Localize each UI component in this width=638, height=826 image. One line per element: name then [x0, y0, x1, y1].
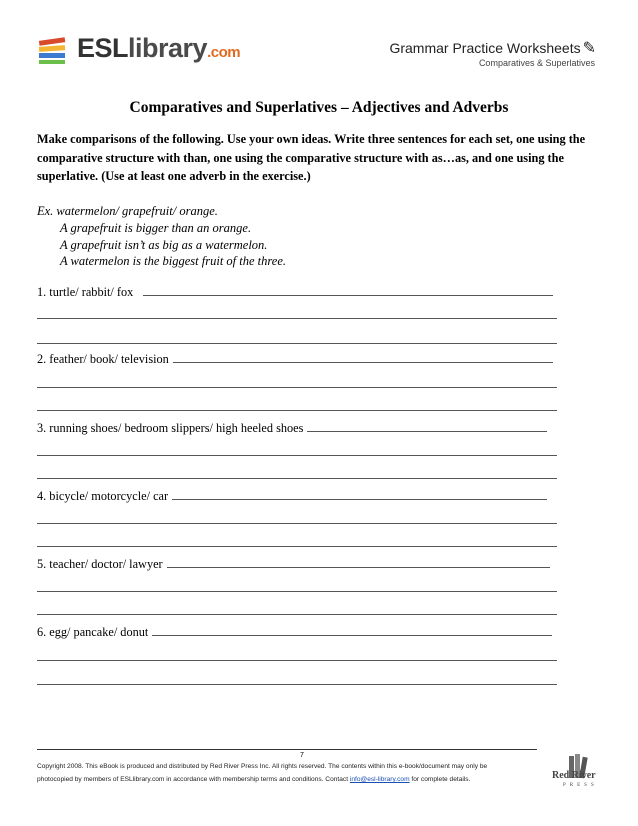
exercise-item-5 — [37, 556, 567, 572]
answer-line[interactable] — [172, 488, 547, 500]
worksheet-title: Comparatives and Superlatives – Adjectives and Adverbs — [129, 99, 509, 116]
exercise-item-3 — [37, 420, 567, 436]
publisher-name: Red River — [552, 770, 596, 781]
logo-library: library — [128, 33, 208, 63]
answer-line[interactable] — [152, 624, 552, 636]
publisher-press: PRESS — [563, 783, 598, 788]
header-title-text: Grammar Practice Worksheets — [389, 40, 581, 56]
copyright-line-1: Copyright 2008. This eBook is produced and distributed by Red River Press Inc. All rights reserved. The contents within this e-book/document may only be — [37, 763, 488, 770]
instructions: Make comparisons of the following. Use your own ideas. Write three sentences for each set, one using the comparative structure with than, one using the comparative structure with as…as, and one using the superlative. (Use at least one adverb in the exercise.) — [37, 132, 586, 183]
answer-line[interactable] — [37, 410, 557, 411]
book-stack-icon — [37, 35, 69, 67]
item-prompt: 5. teacher/ doctor/ lawyer — [37, 557, 163, 571]
example-line: A watermelon is the biggest fruit of the three. — [60, 254, 287, 269]
copyright-line-2b: for complete details. — [409, 776, 471, 783]
example-label: Ex. watermelon/ grapefruit/ orange. — [37, 204, 218, 218]
answer-line[interactable] — [37, 387, 557, 388]
answer-line[interactable] — [37, 591, 557, 592]
footer-divider — [37, 749, 537, 750]
item-prompt: 1. turtle/ rabbit/ fox — [37, 285, 134, 299]
answer-line[interactable] — [37, 660, 557, 661]
logo-esl: ESL — [77, 33, 129, 63]
exercise-item-1 — [37, 284, 567, 300]
logo-wordmark — [77, 33, 240, 64]
example-line: A grapefruit is bigger than an orange. — [60, 220, 252, 235]
item-prompt: 4. bicycle/ motorcycle/ car — [37, 489, 169, 503]
exercise-item-6 — [37, 624, 567, 640]
answer-line[interactable] — [37, 546, 557, 547]
exercise-item-4 — [37, 488, 567, 504]
item-prompt: 3. running shoes/ bedroom slippers/ high heeled shoes — [37, 421, 304, 435]
page-number: 7 — [300, 752, 304, 759]
answer-line[interactable] — [37, 478, 557, 479]
answer-line[interactable] — [37, 523, 557, 524]
answer-line[interactable] — [37, 614, 557, 615]
answer-line[interactable] — [37, 343, 557, 344]
copyright-line-2a: photocopied by members of ESLlibrary.com in accordance with membership terms and conditions. Contact — [37, 776, 350, 783]
header-subtitle: Comparatives & Superlatives — [478, 58, 595, 68]
answer-line[interactable] — [143, 284, 553, 296]
answer-line[interactable] — [307, 420, 547, 432]
answer-line[interactable] — [37, 318, 557, 319]
item-prompt: 2. feather/ book/ television — [37, 352, 169, 366]
pencil-icon: ✎ — [582, 40, 596, 57]
answer-line[interactable] — [167, 556, 550, 568]
copyright-notice — [37, 760, 552, 786]
item-prompt: 6. egg/ pancake/ donut — [37, 625, 149, 639]
logo-com: .com — [207, 44, 241, 61]
answer-line[interactable] — [37, 455, 557, 456]
answer-line[interactable] — [37, 684, 557, 685]
header-title — [389, 38, 596, 58]
exercise-item-2 — [37, 351, 567, 367]
esl-library-logo — [37, 33, 241, 73]
example-block — [37, 203, 537, 270]
answer-line[interactable] — [173, 351, 553, 363]
example-line: A grapefruit isn’t as big as a watermelon. — [60, 237, 268, 252]
contact-email-link[interactable]: info@esl-library.com — [349, 776, 410, 783]
